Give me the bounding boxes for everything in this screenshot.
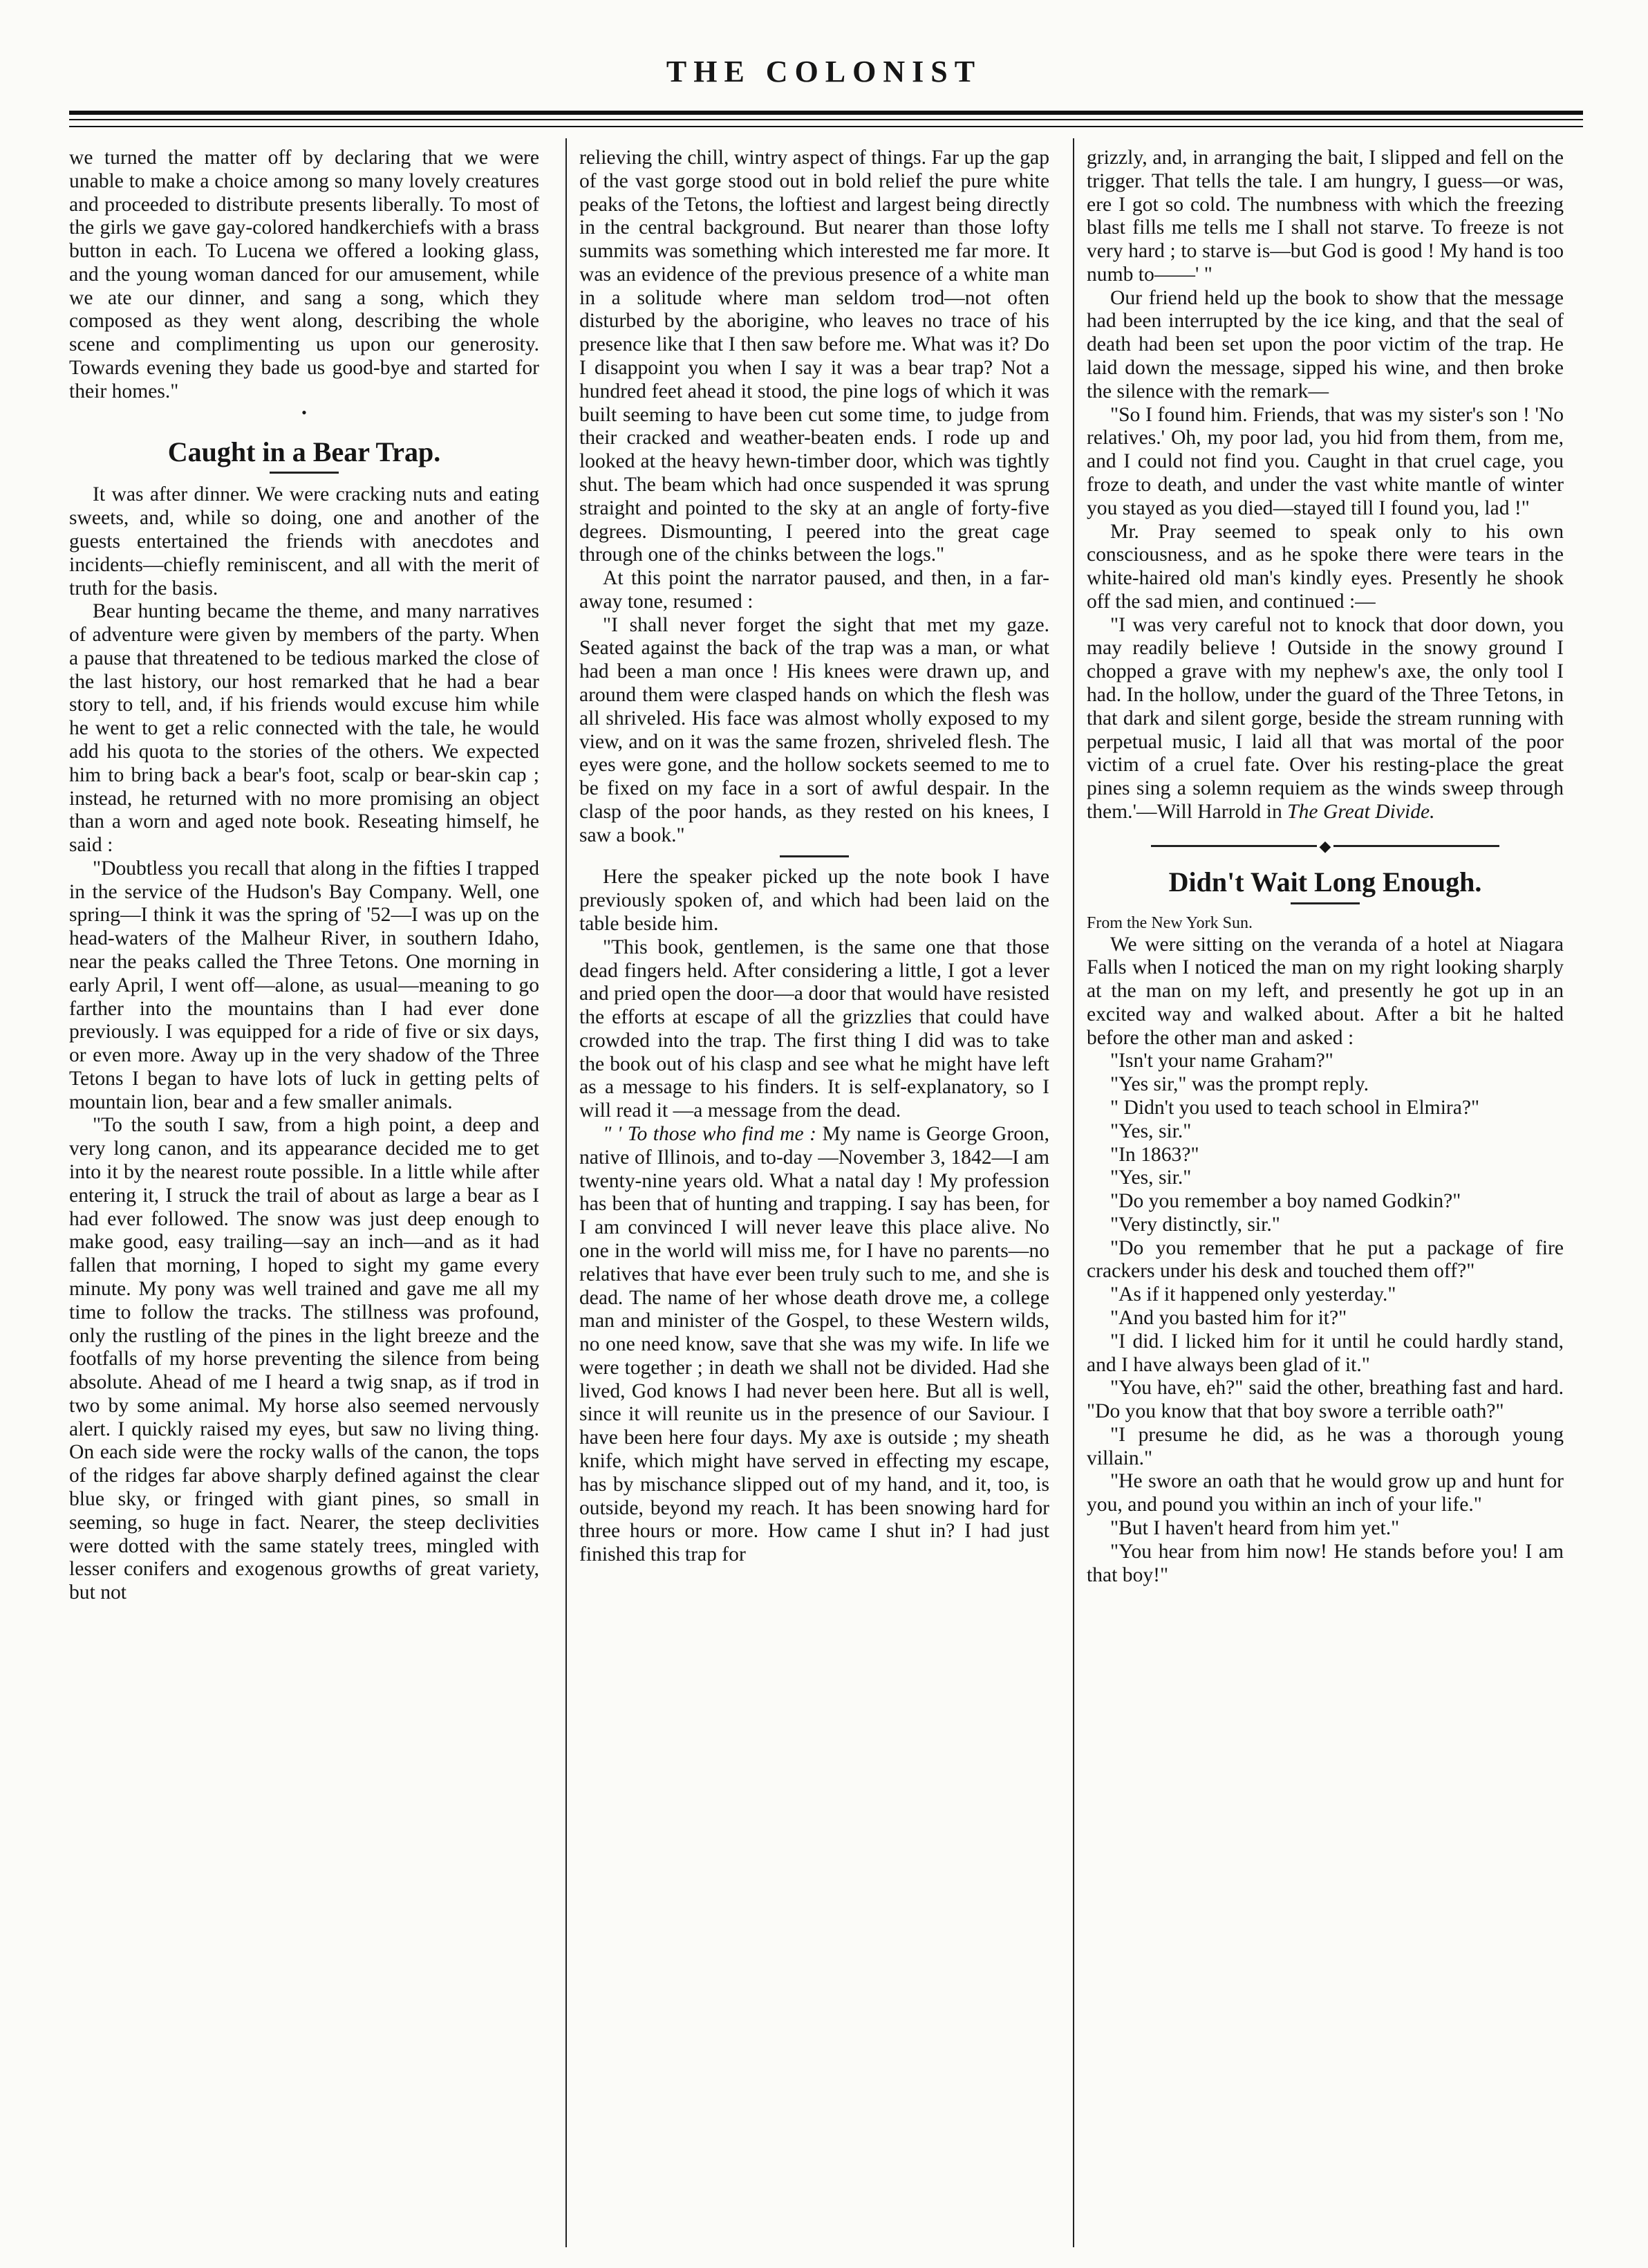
dialogue-line: "I presume he did, as he was a thorough young villain." <box>1087 1423 1564 1469</box>
masthead: THE COLONIST <box>666 55 982 89</box>
dialogue-line: "Do you remember a boy named Godkin?" <box>1110 1190 1461 1213</box>
paragraph: Our friend held up the book to show that the message had been interrupted by the ice king, and that the seal of death had been set upon the poor victim of the trap. He laid down the message, sipped his wine, and then broke the silence with the remark— <box>1087 286 1564 402</box>
letter-text: My name is George Groon, native of Illinois, and to-day —November 3, 1842—I am twenty-nine years old. What a natal day ! My profession has been that of hunting and trapping. I say has been, for I am convinced I will never leave this place alive. No one in the world will miss me, for I have no parents—no relatives that have ever been truly such to me, and she is dead. The name of her whose death drove me, a college man and minister of the Gospel, to these Western wilds, no one need know, save that she was my wife. In life we were together ; in death we shall not be divided. Had she lived, God knows I had never been here. But all is well, since it will reunite us in the presence of our Saviour. I have been here four days. My axe is outside ; my sheath knife, which might have served in effecting my escape, has by mischance slipped out of my hand, and it, too, is outside, beyond my reach. It has been snowing hard for three hours or more. How came I shut in? I had just finished this trap for <box>579 1123 1049 1566</box>
paragraph: relieving the chill, wintry aspect of things. Far up the gap of the vast gorge stood out in bold relief the pure white peaks of the Tetons, the loftiest and largest being directly in the central background. But nearer than those lofty summits was something which interested me far more. It was an evidence of the previous presence of a white man in a solitude where man seldom trod—not often disturbed by the aborigine, who leaves no trace of his presence like that I then saw before me. What was it? Do I disappoint you when I say it was a bear trap? Not a hundred feet ahead it stood, the pine logs of which it was built seeming to have been cut some time, to judge from their cracked and weather-beaten ends. I rode up and looked at the heavy hewn-timber door, which was tightly shut. The beam which had once suspended it was sprung straight and pointed to the sky at an angle of forty-five degrees. Dismounting, I peered into the great cage through one of the chinks between the logs." <box>579 147 1049 566</box>
masthead-rule-bottom <box>69 119 1583 120</box>
dialogue-line: "Isn't your name Graham?" <box>1110 1050 1333 1072</box>
paragraph: We were sitting on the veranda of a hotel at Niagara Falls when I noticed the man on my right looking sharply at the man on my left, and presently he got up in an excited way and walked about. After a bit he halted before the other man and asked : <box>1087 933 1564 1049</box>
paragraph: It was after dinner. We were cracking nuts and eating sweets, and, while so doing, one and another of the guests entertained the friends with anecdotes and incidents—chiefly reminiscent, and all with the merit of truth for the basis. <box>69 483 539 599</box>
paragraph: grizzly, and, in arranging the bait, I slipped and fell on the trigger. That tells the tale. I am hungry, I guess—or was, ere I got so cold. The numbness with which the freezing blast fills me tells me I shall not starve. To freeze is not very hard ; to starve is—but God is good ! My hand is too numb to——' " <box>1087 147 1564 286</box>
column-2 <box>579 147 1049 2242</box>
dialogue-line: "You have, eh?" said the other, breathing fast and hard. "Do you know that that boy swore a terrible oath?" <box>1087 1377 1564 1423</box>
dialogue-line: "He swore an oath that he would grow up and hunt for you, and pound you within an inch of your life." <box>1087 1470 1564 1516</box>
source-credit: From the New York Sun. <box>1087 914 1253 933</box>
column-1 <box>69 147 539 2242</box>
paragraph: Mr. Pray seemed to speak only to his own consciousness, and as he spoke there were tears in the white-haired old man's kindly eyes. Presently he shook off the sad mien, and continued :— <box>1087 520 1564 613</box>
article-headline-bear-trap: Caught in a Bear Trap. <box>167 436 441 467</box>
paragraph: "I shall never forget the sight that met my gaze. Seated against the back of the trap was a man, or what had been a man once ! His knees were drawn up, and around them were clasped hands on which the flesh was all shriveled. His face was almost wholly exposed to my view, and on it was the same frozen, shriveled flesh. The eyes were gone, and the hollow sockets seemed to me to be fixed on my face in a sort of awful despair. In the clasp of the poor hands, as they rested on his knees, I saw a book." <box>579 613 1049 846</box>
paragraph: Bear hunting became the theme, and many narratives of adventure were given by members of the party. When a pause that threatened to be tedious marked the close of the last history, our host remarked that he had a bear story to tell, and, if his friends would excuse him while he went to get a relic connected with the tale, he would add his quota to the stories of the others. We expected him to bring back a bear's foot, scalp or bear-skin cap ; instead, he returned with no more promising an object than a worn and aged note book. Reseating himself, he said : <box>69 600 539 857</box>
masthead-rule-third <box>69 126 1583 127</box>
dialogue-line: "I did. I licked him for it until he could hardly stand, and I have always been glad of it." <box>1087 1330 1564 1376</box>
paragraph-text: "I was very careful not to knock that door down, you may readily believe ! Outside in the snowy ground I chopped a grave with my nephew's axe, the only tool I had. In the hollow, under the guard of the Three Tetons, in that dark and silent gorge, beside the stream running with perpetual music, I laid all that was mortal of the poor victim of a cruel fate. Over his resting-place the great pines sing a solemn requiem as the winds sweep through them.'—Will Harrold in <box>1087 613 1564 823</box>
article-headline-didnt-wait: Didn't Wait Long Enough. <box>1168 866 1482 898</box>
separator-dot: • <box>301 403 307 421</box>
masthead-rule-top <box>69 111 1583 115</box>
source-title: The Great Divide. <box>1287 800 1435 823</box>
column-3 <box>1087 147 1564 2242</box>
paragraph-letter <box>579 1123 1049 1567</box>
dialogue-line: "You hear from him now! He stands before you! I am that boy!" <box>1087 1540 1564 1586</box>
ornament-rule: ◆ <box>1087 834 1564 857</box>
headline-rule <box>1291 902 1360 904</box>
letter-salutation: " ' To those who find me : <box>603 1123 816 1146</box>
dialogue-line: "And you basted him for it?" <box>1110 1307 1347 1330</box>
paragraph: "This book, gentlemen, is the same one that those dead fingers held. After considering a little, I got a lever and pried open the door—a door that would have resisted the efforts at escape of all the grizzlies that could have crowded into the trap. The first thing I did was to take the book out of his clasp and see what he might have left as a message to his finders. It is self-explanatory, so I will read it —a message from the dead. <box>579 936 1049 1122</box>
paragraph: At this point the narrator paused, and then, in a far-away tone, resumed : <box>579 567 1049 613</box>
paragraph: Here the speaker picked up the note book I have previously spoken of, and which had been laid on the table beside him. <box>579 866 1049 935</box>
dialogue-line: "In 1863?" <box>1110 1143 1199 1166</box>
dialogue-line: " Didn't you used to teach school in Elmira?" <box>1110 1096 1480 1119</box>
headline-rule <box>270 472 339 474</box>
dialogue-line: "As if it happened only yesterday." <box>1110 1283 1396 1306</box>
dialogue-line: "But I haven't heard from him yet." <box>1110 1517 1400 1540</box>
dialogue-line: "Yes, sir." <box>1110 1166 1192 1189</box>
column-rule-2 <box>1073 138 1074 2247</box>
dialogue-line: "Yes sir," was the prompt reply. <box>1110 1073 1369 1096</box>
paragraph: we turned the matter off by declaring that we were unable to make a choice among so many lovely creatures and proceeded to distribute presents liberally. To most of the girls we gave gay-colored handkerchiefs with a brass button in each. To Lucena we offered a looking glass, and the young woman danced for our amusement, while we ate our dinner, and sang a song, which they composed as they went along, describing the whole scene and complimenting us upon our generosity. Towards evening they bade us good-bye and started for their homes." <box>69 147 539 402</box>
paragraph: "Doubtless you recall that along in the fifties I trapped in the service of the Hudson's Bay Company. Well, one spring—I think it was the spring of '52—I was up on the head-waters of the Malheur River, in southern Idaho, near the peaks called the Three Tetons. One morning in early April, I went off—alone, as usual—meaning to go farther into the mountains than I had ever done previously. I was equipped for a ride of five or six days, or even more. Away up in the very shadow of the Three Tetons I began to have lots of luck in getting pelts of mountain lion, bear and a few smaller animals. <box>69 857 539 1113</box>
dialogue-line: "Do you remember that he put a package of fire crackers under his desk and touched them off?" <box>1087 1236 1564 1283</box>
column-rule-1 <box>565 138 567 2247</box>
separator-rule <box>780 855 849 857</box>
paragraph <box>1087 614 1564 824</box>
dialogue-line: "Very distinctly, sir." <box>1110 1213 1280 1236</box>
paragraph: "So I found him. Friends, that was my sister's son ! 'No relatives.' Oh, my poor lad, you hid from them, from me, and I could not find you. Caught in that cruel cage, you froze to death, and under the vast white mantle of winter you stayed as you died—stayed till I found you, lad !" <box>1087 403 1564 519</box>
paragraph: "To the south I saw, from a high point, a deep and very long canon, and its appearance decided me to get into it by the nearest route possible. In a little while after entering it, I struck the trail of about as large a bear as I had ever followed. The snow was just deep enough to make good, easy trailing—say an inch—and as it had fallen that morning, I hoped to sight my game every minute. My pony was well trained and gave me all my time to follow the tracks. The stillness was profound, only the rustling of the pines in the light breeze and the footfalls of my horse preventing the silence from being absolute. Ahead of me I heard a twig snap, as if trod in two by some animal. My horse also seemed nervously alert. I quickly raised my eyes, but saw no living thing. On each side were the rocky walls of the canon, the tops of the ridges far above sharply defined against the clear blue sky, or fringed with giant pines, so small in seeming, so huge in fact. Nearer, the steep declivities were dotted with the same stately trees, mingled with lesser conifers and exogenous growths of great variety, but not <box>69 1114 539 1604</box>
dialogue-line: "Yes, sir." <box>1110 1119 1192 1142</box>
